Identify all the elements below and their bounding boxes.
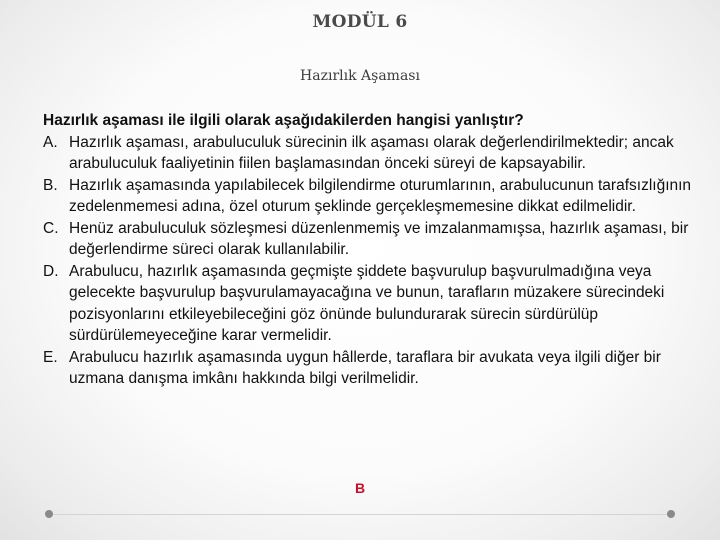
option-a — [43, 132, 693, 175]
option-text: Hazırlık aşaması, arabuluculuk sürecinin ilk aşaması olarak değerlendirilmektedir; ancak arabuluculuk faaliyetinin fiilen başlamasından önceki süreyi de kapsayabilir. — [69, 133, 674, 172]
option-e — [43, 347, 693, 390]
option-letter: A. — [43, 133, 58, 151]
question-text: Hazırlık aşaması ile ilgili olarak aşağıdakilerden hangisi yanlıştır? — [43, 112, 524, 129]
option-d — [43, 261, 693, 347]
option-letter: B. — [43, 176, 58, 194]
divider-dot-left — [45, 510, 53, 518]
options-list — [43, 132, 693, 390]
section-title: Hazırlık Aşaması — [300, 68, 420, 84]
module-title: MODÜL 6 — [312, 12, 408, 32]
answer-key: B — [354, 480, 366, 496]
question-block — [43, 110, 693, 390]
option-letter: C. — [43, 219, 59, 237]
option-b — [43, 175, 693, 218]
divider-dot-right — [667, 510, 675, 518]
option-text: Henüz arabuluculuk sözleşmesi düzenlenmemiş ve imzalanmamışsa, hazırlık aşaması, bir değerlendirme süreci olarak kullanılabilir. — [69, 219, 689, 258]
option-c — [43, 218, 693, 261]
footer-divider — [49, 514, 671, 515]
option-text: Arabulucu hazırlık aşamasında uygun hâllerde, taraflara bir avukata veya ilgili diğer bir uzmana danışma imkânı hakkında bilgi verilmelidir. — [69, 348, 661, 387]
option-letter: E. — [43, 348, 58, 366]
option-text: Arabulucu, hazırlık aşamasında geçmişte şiddete başvurulup başvurulmadığına veya gelecekte başvurulup başvurulamayacağına ve bunun, tarafların müzakere sürecindeki pozisyonlarını etkileyebileceğini göz önünde bulundurarak sürecin sürdürülüp sürdürülemeyeceğine karar vermelidir. — [69, 262, 665, 344]
option-letter: D. — [43, 262, 59, 280]
option-text: Hazırlık aşamasında yapılabilecek bilgilendirme oturumlarının, arabulucunun tarafsızlığının zedelenmemesi adına, özel oturum şeklinde gerçekleşmemesine dikkat edilmelidir. — [69, 176, 692, 215]
